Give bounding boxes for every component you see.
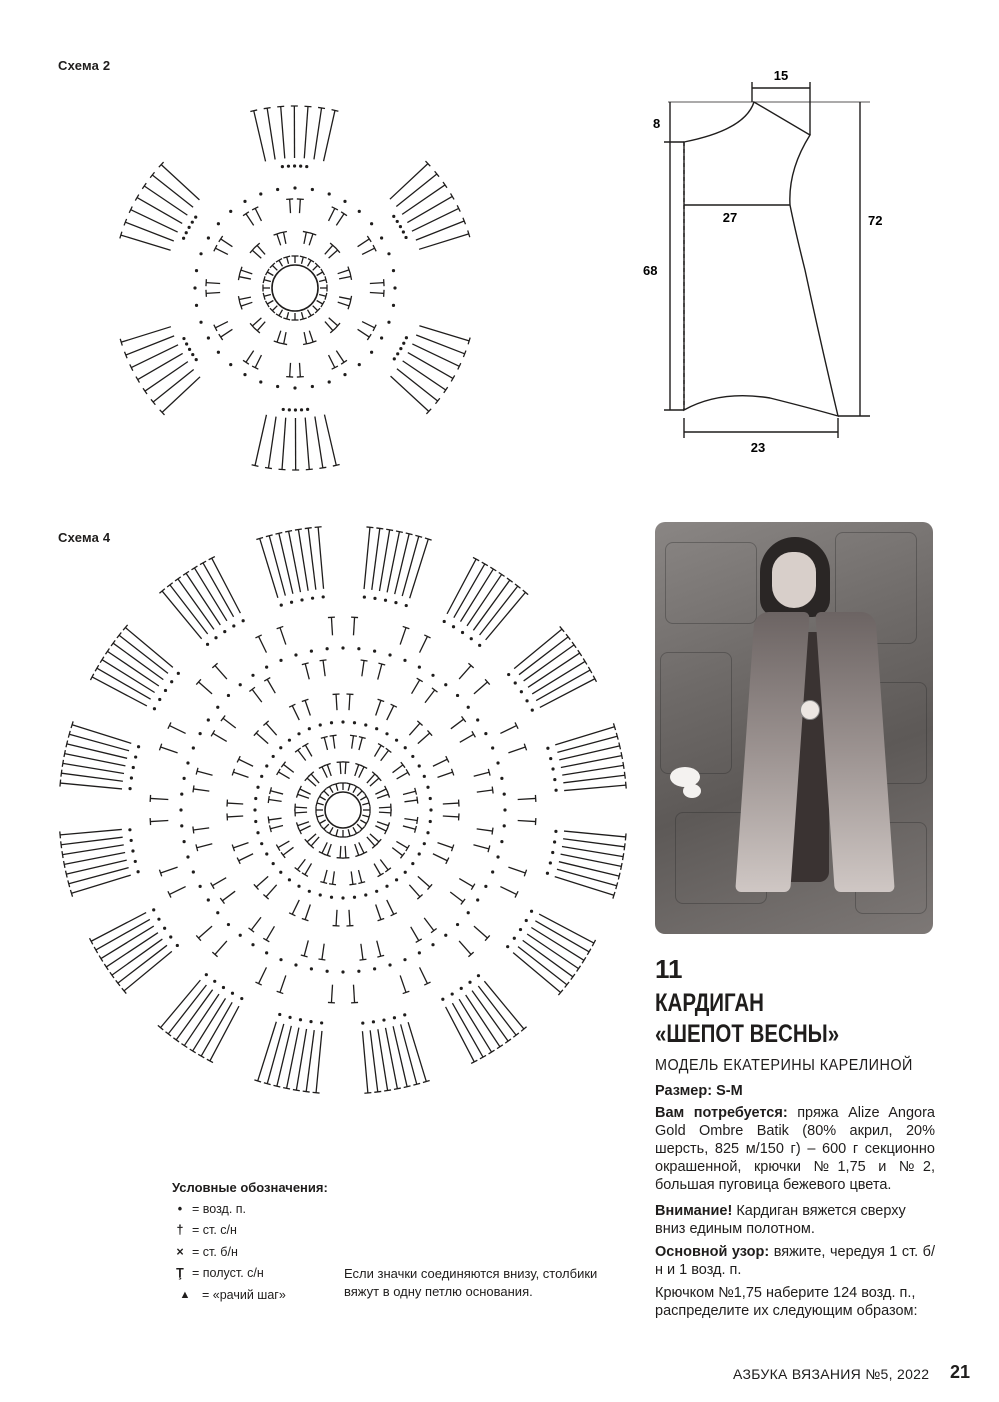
project-title-line-2: «ШЕПОТ ВЕСНЫ» — [655, 1020, 840, 1048]
dim-total-length: 72 — [868, 213, 883, 228]
dim-bottom-width: 23 — [750, 440, 766, 455]
legend-text: = «рачий шаг» — [202, 1287, 286, 1302]
legend-symbol: • — [177, 1201, 183, 1216]
legend-text: = возд. п. — [192, 1201, 247, 1216]
dim-side-length: 68 — [643, 263, 658, 278]
legend-symbol: ▲ — [179, 1288, 191, 1301]
legend-title: Условные обозначения: — [172, 1180, 328, 1195]
scheme-4-diagram — [48, 515, 648, 1105]
legend — [172, 1177, 328, 1306]
materials-paragraph — [655, 1104, 935, 1194]
garment-pattern-schematic — [640, 60, 900, 460]
project-number: 11 — [655, 954, 683, 984]
join-note: Если значки соединяются внизу, столбики вяжут в одну петлю основания. — [344, 1266, 598, 1299]
legend-text: = ст. б/н — [192, 1244, 238, 1259]
main-pattern-label: Основной узор: — [655, 1244, 770, 1260]
magazine-footer: АЗБУКА ВЯЗАНИЯ №5, 2022 — [733, 1366, 930, 1382]
dim-shoulder-drop: 8 — [653, 116, 661, 131]
scheme-2-label: Схема 2 — [58, 58, 111, 73]
scheme-4-label: Схема 4 — [58, 530, 111, 545]
legend-symbol: × — [176, 1244, 184, 1259]
designer-credit: МОДЕЛЬ ЕКАТЕРИНЫ КАРЕЛИНОЙ — [655, 1057, 913, 1074]
dim-top-width: 15 — [773, 68, 789, 83]
materials-label: Вам потребуется: — [655, 1105, 788, 1121]
main-pattern-text: вяжите, чередуя 1 ст. б/н и 1 возд. п. — [655, 1244, 935, 1278]
size-label: Размер: — [655, 1083, 713, 1099]
project-title — [655, 988, 839, 1050]
legend-item — [172, 1220, 328, 1242]
legend-item — [172, 1285, 328, 1307]
attention-paragraph — [655, 1202, 935, 1238]
legend-text: = полуст. с/н — [192, 1266, 264, 1280]
materials-text: пряжа Alize Angora Gold Ombre Batik (80% акрил, 20% шерсть, 825 м/150 г) – 600 г секционно окрашенной, крючки №1,75 и №2, большая пуговица бежевого цвета. — [655, 1105, 935, 1193]
legend-symbol: Ţ — [176, 1266, 184, 1280]
main-pattern-paragraph — [655, 1243, 935, 1279]
page-number: 21 — [950, 1362, 971, 1382]
legend-item — [172, 1263, 328, 1285]
legend-item — [172, 1242, 328, 1264]
legend-symbol: † — [176, 1223, 184, 1237]
dim-half-width: 27 — [722, 210, 738, 225]
legend-item — [172, 1199, 328, 1221]
scheme-2-diagram — [70, 60, 530, 500]
size-line — [655, 1082, 935, 1100]
model-photo — [655, 522, 933, 934]
start-paragraph: Крючком №1,75 наберите 124 возд. п., распределите их следующим образом: — [655, 1285, 918, 1319]
attention-text: Кардиган вяжется сверху вниз единым полотном. — [655, 1203, 906, 1237]
attention-label: Внимание! — [655, 1203, 733, 1219]
legend-text: = ст. с/н — [192, 1223, 237, 1237]
size-value: S-M — [716, 1083, 743, 1099]
project-title-line-1: КАРДИГАН — [655, 989, 764, 1017]
